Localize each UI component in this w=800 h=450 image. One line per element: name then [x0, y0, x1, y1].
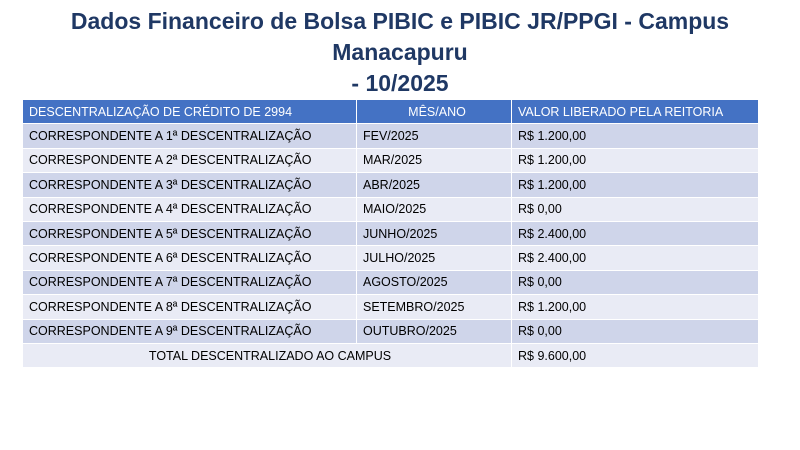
table-row — [23, 295, 759, 319]
cell-value: R$ 0,00 — [512, 198, 759, 222]
cell-description: CORRESPONDENTE A 2ª DESCENTRALIZAÇÃO — [23, 149, 357, 173]
cell-month: ABR/2025 — [357, 173, 512, 197]
cell-value: R$ 0,00 — [512, 271, 759, 295]
cell-value: R$ 1.200,00 — [512, 124, 759, 148]
table-row — [23, 271, 759, 295]
table-row — [23, 173, 759, 197]
table-row — [23, 320, 759, 344]
cell-month: MAIO/2025 — [357, 198, 512, 222]
cell-month: FEV/2025 — [357, 124, 512, 148]
table-row — [23, 246, 759, 270]
cell-value: R$ 2.400,00 — [512, 222, 759, 246]
cell-value: R$ 0,00 — [512, 320, 759, 344]
table-body — [23, 124, 759, 368]
cell-description: CORRESPONDENTE A 5ª DESCENTRALIZAÇÃO — [23, 222, 357, 246]
cell-description: CORRESPONDENTE A 1ª DESCENTRALIZAÇÃO — [23, 124, 357, 148]
total-row — [23, 344, 759, 368]
table-row — [23, 124, 759, 148]
cell-month: OUTUBRO/2025 — [357, 320, 512, 344]
cell-description: CORRESPONDENTE A 4ª DESCENTRALIZAÇÃO — [23, 198, 357, 222]
cell-month: SETEMBRO/2025 — [357, 295, 512, 319]
cell-value: R$ 2.400,00 — [512, 246, 759, 270]
table-row — [23, 222, 759, 246]
page-title — [0, 6, 800, 99]
cell-description: CORRESPONDENTE A 9ª DESCENTRALIZAÇÃO — [23, 320, 357, 344]
header-cell-value: VALOR LIBERADO PELA REITORIA — [512, 100, 759, 124]
cell-month: AGOSTO/2025 — [357, 271, 512, 295]
table-row — [23, 198, 759, 222]
page-title-line-2: - 10/2025 — [351, 70, 449, 96]
header-cell-month: MÊS/ANO — [357, 100, 512, 124]
cell-description: CORRESPONDENTE A 7ª DESCENTRALIZAÇÃO — [23, 271, 357, 295]
cell-description: CORRESPONDENTE A 3ª DESCENTRALIZAÇÃO — [23, 173, 357, 197]
table-header — [23, 100, 759, 124]
cell-description: CORRESPONDENTE A 8ª DESCENTRALIZAÇÃO — [23, 295, 357, 319]
total-value: R$ 9.600,00 — [512, 344, 759, 368]
cell-month: JULHO/2025 — [357, 246, 512, 270]
cell-month: MAR/2025 — [357, 149, 512, 173]
cell-description: CORRESPONDENTE A 6ª DESCENTRALIZAÇÃO — [23, 246, 357, 270]
credit-table — [23, 100, 759, 368]
cell-month: JUNHO/2025 — [357, 222, 512, 246]
total-label: TOTAL DESCENTRALIZADO AO CAMPUS — [23, 344, 512, 368]
cell-value: R$ 1.200,00 — [512, 295, 759, 319]
cell-value: R$ 1.200,00 — [512, 173, 759, 197]
table-row — [23, 149, 759, 173]
header-cell-description: DESCENTRALIZAÇÃO DE CRÉDITO DE 2994 — [23, 100, 357, 124]
cell-value: R$ 1.200,00 — [512, 149, 759, 173]
page-title-line-1: Dados Financeiro de Bolsa PIBIC e PIBIC JR/PPGI - Campus Manacapuru — [70, 8, 730, 65]
header-row — [23, 100, 759, 124]
